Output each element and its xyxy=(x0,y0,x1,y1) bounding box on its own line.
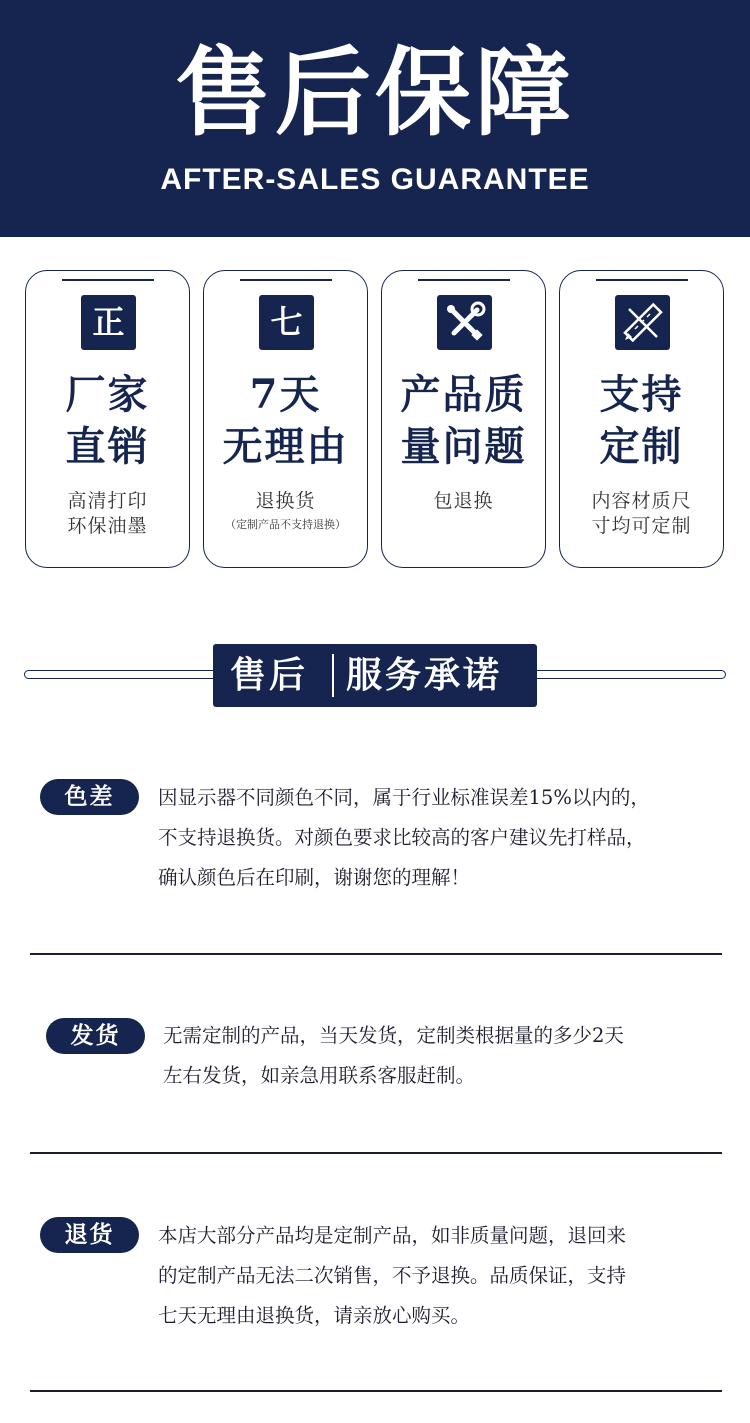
card-description xyxy=(204,489,367,536)
wrench-screwdriver-icon xyxy=(437,295,492,350)
card-title xyxy=(560,369,723,473)
feature-card-7-day-return xyxy=(203,270,368,568)
policy-line: 因显示器不同颜色不同，属于行业标准误差15%以内的， xyxy=(158,786,650,809)
section-rule xyxy=(30,1390,722,1392)
policy-text-shipping xyxy=(163,1016,624,1096)
card-title-line: 产品质 xyxy=(400,371,527,418)
card-title-line: 直销 xyxy=(65,423,150,470)
feature-card-quality-issue xyxy=(381,270,546,568)
card-title xyxy=(204,369,367,473)
card-note: （定制产品不支持退换） xyxy=(225,518,346,531)
ruler-pencil-icon xyxy=(615,295,670,350)
card-title-line: 7天 xyxy=(249,371,322,418)
card-title-line: 无理由 xyxy=(222,423,349,470)
policy-line: 不支持退换货。对颜色要求比较高的客户建议先打样品， xyxy=(158,826,646,849)
page-subtitle: AFTER-SALES GUARANTEE xyxy=(160,163,590,196)
section-rule xyxy=(30,953,722,955)
policy-tag-returns: 退货 xyxy=(40,1217,139,1253)
card-desc-line: 退换货 xyxy=(255,490,316,512)
feature-card-customization xyxy=(559,270,724,568)
card-top-line xyxy=(62,279,154,281)
policy-line: 本店大部分产品均是定制产品，如非质量问题，退回来 xyxy=(158,1224,627,1247)
policy-line: 七天无理由退换货，请亲放心购买。 xyxy=(158,1304,471,1327)
card-desc-line: 内容材质尺 xyxy=(591,490,692,512)
policy-text-color-difference xyxy=(158,778,650,898)
page-title: 售后保障 xyxy=(175,36,575,149)
card-title-line: 支持 xyxy=(599,371,684,418)
header-banner xyxy=(0,0,750,237)
qi-badge-icon: 七 xyxy=(259,295,314,350)
zheng-badge-icon: 正 xyxy=(81,295,136,350)
card-top-line xyxy=(240,279,332,281)
card-title xyxy=(382,369,545,473)
policy-tag-color-difference: 色差 xyxy=(40,779,139,815)
card-description xyxy=(560,489,723,539)
policy-line: 确认颜色后在印刷，谢谢您的理解！ xyxy=(158,866,471,889)
card-title-line: 厂家 xyxy=(65,371,150,418)
card-top-line xyxy=(596,279,688,281)
service-label-right: 服务承诺 xyxy=(346,654,503,696)
feature-card-factory-direct xyxy=(25,270,190,568)
card-desc-line: 包退换 xyxy=(433,490,494,512)
service-commitment-banner xyxy=(213,644,537,707)
section-rule xyxy=(30,1152,722,1154)
policy-line: 左右发货，如亲急用联系客服赶制。 xyxy=(163,1064,476,1087)
card-desc-line: 高清打印 xyxy=(67,490,148,512)
card-desc-line: 环保油墨 xyxy=(67,515,148,537)
card-top-line xyxy=(418,279,510,281)
service-label-divider xyxy=(332,654,334,697)
card-desc-line: 寸均可定制 xyxy=(591,515,692,537)
policy-line: 的定制产品无法二次销售，不予退换。品质保证，支持 xyxy=(158,1264,627,1287)
policy-line: 无需定制的产品，当天发货，定制类根据量的多少2天 xyxy=(163,1024,624,1047)
policy-tag-shipping: 发货 xyxy=(46,1018,145,1054)
card-description xyxy=(382,489,545,514)
policy-text-returns xyxy=(158,1216,626,1336)
card-description xyxy=(26,489,189,539)
card-title-line: 量问题 xyxy=(400,423,527,470)
card-title xyxy=(26,369,189,473)
card-title-line: 定制 xyxy=(599,423,684,470)
service-label-left: 售后 xyxy=(230,654,309,696)
